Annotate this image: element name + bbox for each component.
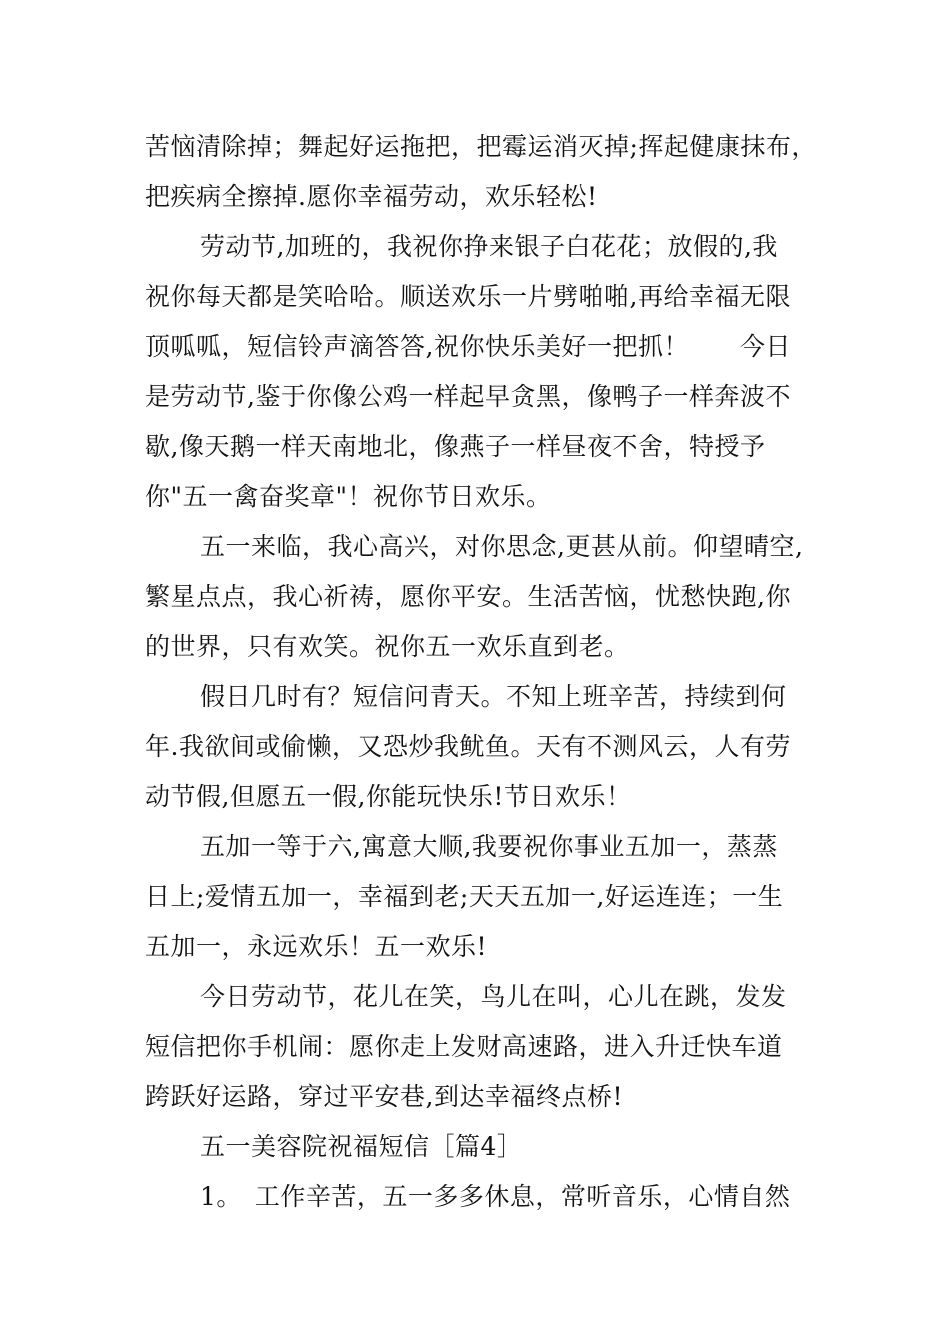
text-line: 年.我欲间或偷懒，又恐炒我鱿鱼。天有不测风云，人有劳	[145, 732, 791, 761]
paragraph-start-line: 五一来临，我心高兴，对你思念,更甚从前。仰望晴空,	[200, 532, 804, 561]
paragraph-start-line: 今日劳动节，花儿在笑，鸟儿在叫，心儿在跳，发发	[200, 982, 787, 1011]
text-line: 日上;爱情五加一，幸福到老;天天五加一,好运连连；一生	[145, 882, 784, 911]
text-line: 短信把你手机闹：愿你走上发财高速路，进入升迁快车道	[145, 1032, 783, 1061]
section-heading: 五一美容院祝福短信［篇4］	[200, 1132, 523, 1161]
list-item: 1。 工作辛苦，五一多多休息，常听音乐，心情自然	[200, 1182, 791, 1211]
text-line: 歇,像天鹅一样天南地北，像燕子一样昼夜不舍，特授予	[145, 432, 766, 461]
text-line: 是劳动节,鉴于你像公鸡一样起早贪黑，像鸭子一样奔波不	[145, 382, 791, 411]
text-line: 把疾病全擦掉.愿你幸福劳动，欢乐轻松!	[145, 182, 598, 211]
text-line: 繁星点点，我心祈祷，愿你平安。生活苦恼，忧愁快跑,你	[145, 582, 791, 611]
text-line: 你"五一禽奋奖章"！祝你节日欢乐。	[145, 482, 552, 511]
paragraph-start-line: 五加一等于六,寓意大顺,我要祝你事业五加一，蒸蒸	[200, 832, 778, 861]
text-line: 五加一，永远欢乐！五一欢乐!	[145, 932, 488, 961]
paragraph-start-line: 劳动节,加班的，我祝你挣来银子白花花；放假的,我	[200, 232, 778, 261]
text-line: 动节假,但愿五一假,你能玩快乐!节日欢乐！	[145, 782, 632, 811]
text-line: 祝你每天都是笑哈哈。顺送欢乐一片劈啪啪,再给幸福无限	[145, 282, 791, 311]
paragraph-start-line: 假日几时有？短信问青天。不知上班辛苦，持续到何	[200, 682, 787, 711]
text-line: 的世界，只有欢笑。祝你五一欢乐直到老。	[145, 632, 630, 661]
text-line: 顶呱呱，短信铃声滴答答,祝你快乐美好一把抓！ 今日	[145, 332, 791, 361]
text-line: 跨跃好运路，穿过平安巷,到达幸福终点桥!	[145, 1082, 623, 1111]
text-line: 苦恼清除掉；舞起好运拖把，把霉运消灭掉;挥起健康抹布，	[145, 132, 817, 161]
